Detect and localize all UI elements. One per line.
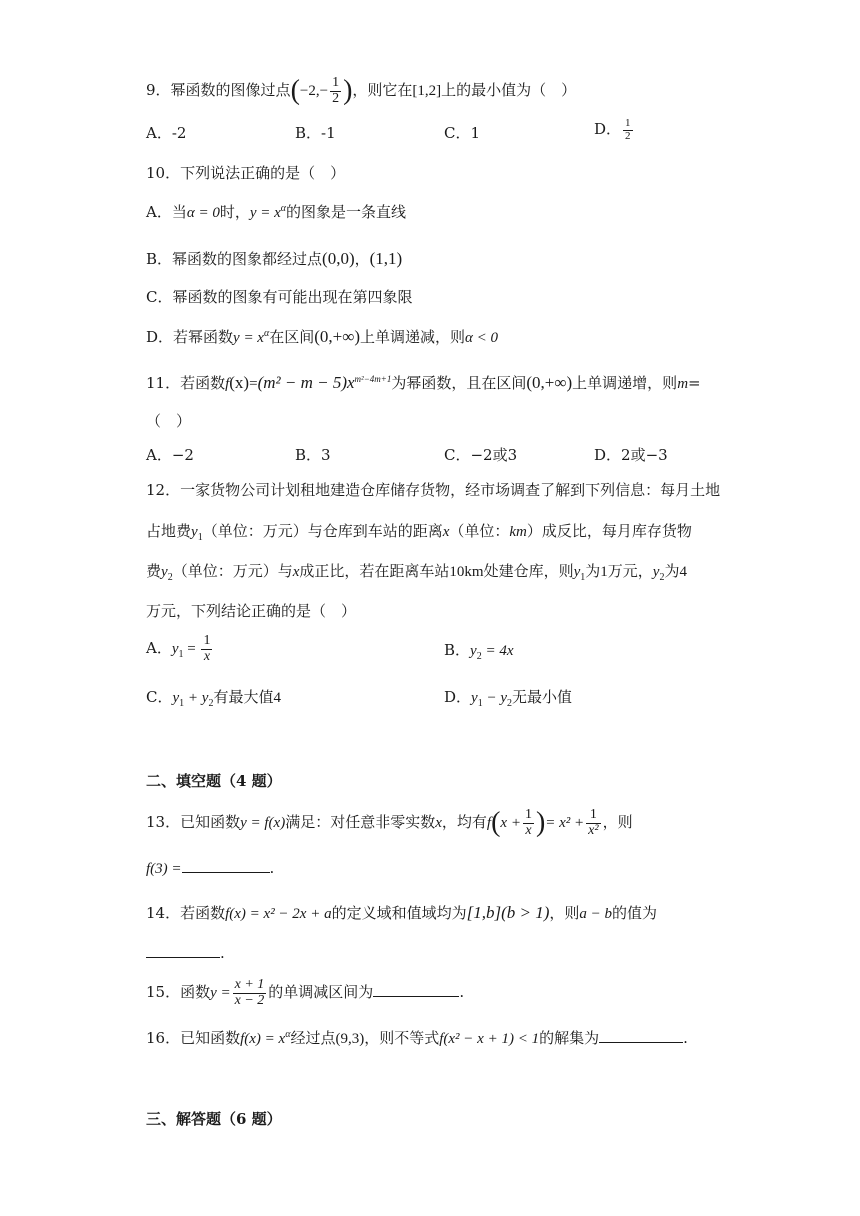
question-12-line4: 万元，下列结论正确的是（ ） <box>146 602 357 620</box>
q10-d-func: y = x <box>233 330 264 346</box>
q9-option-a: A．-2 <box>146 124 187 142</box>
q14-answer-line <box>146 945 225 961</box>
q14-blank[interactable] <box>146 945 220 958</box>
q9-frac-den: 2 <box>332 90 340 106</box>
q11-coef: (m² − m − 5)x <box>257 373 355 392</box>
q10-b-pre: B．幂函数的图象都经过点 <box>146 250 323 268</box>
question-12-line3 <box>146 564 687 583</box>
q13-blank[interactable] <box>182 860 270 873</box>
q13-frac2-num: 1 <box>586 808 600 824</box>
q10-option-a <box>146 204 406 221</box>
q13-f: f <box>486 815 492 832</box>
q12-l2c: （单位： <box>449 522 510 540</box>
q9-text-post: 上的最小值为（ ） <box>441 81 577 100</box>
q9-point: −2,− <box>299 83 329 100</box>
q10-option-d <box>146 328 498 346</box>
q14-mid: 的定义域和值域均为 <box>331 904 467 922</box>
q13-mid: 满足：对任意非零实数 <box>285 813 436 832</box>
q13-answer-line <box>146 860 274 877</box>
q14-domain: [1,b](b > 1) <box>466 903 550 922</box>
q11-post: 上单调递增，则 <box>572 374 678 392</box>
q10-d-cond: α < 0 <box>465 330 499 346</box>
question-9 <box>146 76 576 106</box>
q12-c-post: 有最大值 <box>213 688 274 706</box>
q15-y: y = <box>210 985 231 1002</box>
q12-c-sub1: 1 <box>179 698 185 709</box>
q10-a-cond: α = 0 <box>186 205 220 221</box>
q12-option-d <box>444 690 572 709</box>
q12-y2-sub: 2 <box>167 572 173 583</box>
q13-func: y = f(x) <box>240 815 286 832</box>
q12-a-sub: 1 <box>178 649 184 661</box>
q12-l2d: ）成反比，每月库存货物 <box>526 522 692 540</box>
q12-x2: x <box>292 564 300 580</box>
q12-km: km <box>509 524 527 540</box>
q11-interval: (0,+∞) <box>526 373 573 392</box>
q11-m: m <box>677 376 689 392</box>
q16-pre: 16．已知函数 <box>146 1029 241 1047</box>
q11-option-d: D．2或−3 <box>594 446 668 464</box>
q16-mid2: ，则不等式 <box>364 1029 440 1047</box>
q13-x: x <box>435 815 442 832</box>
q9-number: 9． <box>146 81 171 100</box>
q14-dot: . <box>220 944 225 962</box>
paren-open: ( <box>290 75 300 107</box>
q13-frac2 <box>586 808 600 838</box>
q14-pre: 14．若函数 <box>146 904 226 922</box>
q15-blank[interactable] <box>373 984 459 997</box>
q16-mid: 经过点 <box>290 1029 336 1047</box>
q12-b-lhs: y <box>470 643 477 659</box>
q11-option-c: C．−2或3 <box>444 446 518 464</box>
question-15 <box>146 978 464 1008</box>
q12-a-den: x <box>203 648 211 664</box>
q12-l2a: 占地费 <box>146 522 192 540</box>
question-12-line2 <box>146 524 692 543</box>
q9-text: 幂函数的图像过点 <box>170 81 291 100</box>
q12-d-y1: y <box>471 690 478 706</box>
q15-den: x − 2 <box>234 992 265 1008</box>
q10-d-pre: D．若幂函数 <box>146 328 234 346</box>
q9-text-mid: ，则它在 <box>352 81 413 100</box>
q16-exp: α <box>285 1029 291 1040</box>
q12-l3b: （单位：万元）与 <box>172 562 293 580</box>
q12-y1b-sub: 1 <box>580 572 586 583</box>
q10-b-point1: (0,0) <box>322 249 355 268</box>
q12-a-num: 1 <box>203 633 211 648</box>
q12-option-a: A．$y_1$ = $\frac{1}{x}$ <box>146 633 211 664</box>
q9-option-d <box>594 118 635 142</box>
q12-val4: 4 <box>679 564 687 580</box>
q13-pre: 13．已知函数 <box>146 813 241 832</box>
q10-b-sep: ， <box>354 250 370 268</box>
q11-option-b: B．3 <box>295 446 331 464</box>
q11-mid: 为幂函数，且在区间 <box>391 374 527 392</box>
q9-fraction <box>330 76 341 106</box>
q12-b-sub: 2 <box>476 651 482 662</box>
q12-d-sub1: 1 <box>477 698 483 709</box>
q16-post: 的解集为 <box>539 1029 600 1047</box>
q14-func: f(x) = x² − 2x + a <box>225 906 332 922</box>
q12-x: x <box>442 524 450 540</box>
q12-d-pre: D． <box>444 688 472 706</box>
q13-frac2-den: x² <box>588 822 599 838</box>
q12-a-pre: A． <box>146 639 172 658</box>
q10-d-mid2: 上单调递减，则 <box>360 328 466 346</box>
q10-d-exp: α <box>263 328 270 339</box>
question-11 <box>146 374 701 392</box>
section-fill-in-title: 二、填空题（4 题） <box>146 772 282 790</box>
q12-l2b: （单位：万元）与仓库到车站的距离 <box>202 522 443 540</box>
q11-pre: 11．若函数 <box>146 374 226 392</box>
q12-b-rhs: = 4x <box>481 643 514 659</box>
q15-pre: 15．函数 <box>146 983 211 1002</box>
q15-frac <box>233 978 267 1008</box>
q13-dot: . <box>269 859 275 877</box>
q10-d-mid: 在区间 <box>269 328 315 346</box>
q12-l3i: 为 <box>664 562 680 580</box>
q12-y2b-sub: 2 <box>659 572 665 583</box>
q13-frac <box>523 808 534 838</box>
q11-option-a: A．−2 <box>146 446 194 464</box>
q16-blank[interactable] <box>599 1030 683 1043</box>
q12-c-pre: C． <box>146 688 173 706</box>
q13-frac-num: 1 <box>524 807 532 822</box>
q12-a-fraction <box>201 634 212 664</box>
q12-c-y1: y <box>172 690 180 706</box>
q12-distance: 10km <box>449 564 484 580</box>
q12-y2b: y <box>652 564 660 580</box>
q10-b-point2: (1,1) <box>369 249 403 268</box>
q12-l3h: 万元， <box>607 562 653 580</box>
q13-arg: x + <box>500 815 521 832</box>
q10-d-interval: (0,+∞) <box>314 327 361 346</box>
question-16 <box>146 1030 688 1047</box>
q16-dot: . <box>683 1029 688 1047</box>
q12-a-lhs: y <box>171 641 179 658</box>
q12-l3c: 成正比，若在距离车站 <box>299 562 450 580</box>
q9-d-den: 2 <box>625 129 631 142</box>
q9-d-label: D． <box>594 120 622 139</box>
question-14 <box>146 904 657 922</box>
q13-post: ，则 <box>602 813 633 832</box>
q15-num: x + 1 <box>234 977 265 992</box>
q10-option-b <box>146 250 402 267</box>
q10-a-exp: α <box>280 203 287 214</box>
q16-point: (9,3) <box>335 1031 365 1047</box>
q12-d-post: 无最小值 <box>511 688 572 706</box>
q11-eq: = <box>249 376 258 392</box>
q12-d-sub2: 2 <box>506 698 512 709</box>
paren-close: ) <box>343 75 353 107</box>
q12-y2: y <box>161 564 168 580</box>
q11-end: = <box>688 374 701 392</box>
q11-paren: （ ） <box>146 412 192 430</box>
q12-d-y2: − y <box>482 690 507 706</box>
q10-a-post: 的图象是一条直线 <box>286 203 407 221</box>
q14-end: 的值为 <box>612 904 658 922</box>
q13-mid2: ，均有 <box>441 813 487 832</box>
q12-option-b <box>444 643 513 662</box>
q12-b-pre: B． <box>444 641 471 659</box>
q9-option-b: B．-1 <box>295 124 336 142</box>
q12-c-val: 4 <box>273 690 281 706</box>
q12-l3f: 为 <box>585 562 601 580</box>
q11-f: f <box>225 376 230 392</box>
q13-rhs: = x² + <box>545 815 585 832</box>
question-13: 13．已知函数y = f(x)满足：对任意非零实数x，均有f(x + $\frac{1}{x}$ )= x² + $\frac{1}{\text{x²}}$ ，则 <box>146 807 633 839</box>
q9-option-c: C．1 <box>444 124 481 142</box>
q10-option-c: C．幂函数的图象有可能出现在第四象限 <box>146 288 413 306</box>
q16-func: f(x) = x <box>240 1031 286 1047</box>
section-answer-title: 三、解答题（6 题） <box>146 1110 282 1128</box>
q12-y1: y <box>191 524 198 540</box>
q10-a-mid: 时， <box>219 203 250 221</box>
q13-f3: f(3) = <box>146 861 182 877</box>
q12-c-y2: + y <box>184 690 209 706</box>
question-12-line1: 12．一家货物公司计划租地建造仓库储存货物，经市场调查了解到下列信息：每月土地 <box>146 481 721 499</box>
q12-y1-sub: 1 <box>197 532 203 543</box>
q12-val1: 1 <box>600 564 608 580</box>
q14-expr: a − b <box>579 906 613 922</box>
q15-dot: . <box>459 983 465 1002</box>
q12-l3e: 处建仓库，则 <box>483 562 574 580</box>
q9-d-num: 1 <box>625 117 631 129</box>
q9-d-fraction <box>623 118 633 142</box>
q10-a-func: y = x <box>249 205 281 221</box>
q16-inequality: f(x² − x + 1) < 1 <box>439 1031 540 1047</box>
q12-c-sub2: 2 <box>208 698 214 709</box>
q14-post: ，则 <box>549 904 580 922</box>
q10-a-pre: A．当 <box>146 203 187 221</box>
question-10: 10．下列说法正确的是（ ） <box>146 164 346 182</box>
q12-option-c <box>146 690 281 709</box>
q12-y1b: y <box>573 564 581 580</box>
q13-frac-den: x <box>525 822 532 838</box>
q11-exp: m²−4m+1 <box>354 374 392 384</box>
q9-frac-num: 1 <box>332 75 340 90</box>
q11-arg: (x) <box>229 373 250 392</box>
q9-interval: [1,2] <box>412 83 442 100</box>
q15-post: 的单调减区间为 <box>268 983 374 1002</box>
q12-l3a: 费 <box>146 562 162 580</box>
